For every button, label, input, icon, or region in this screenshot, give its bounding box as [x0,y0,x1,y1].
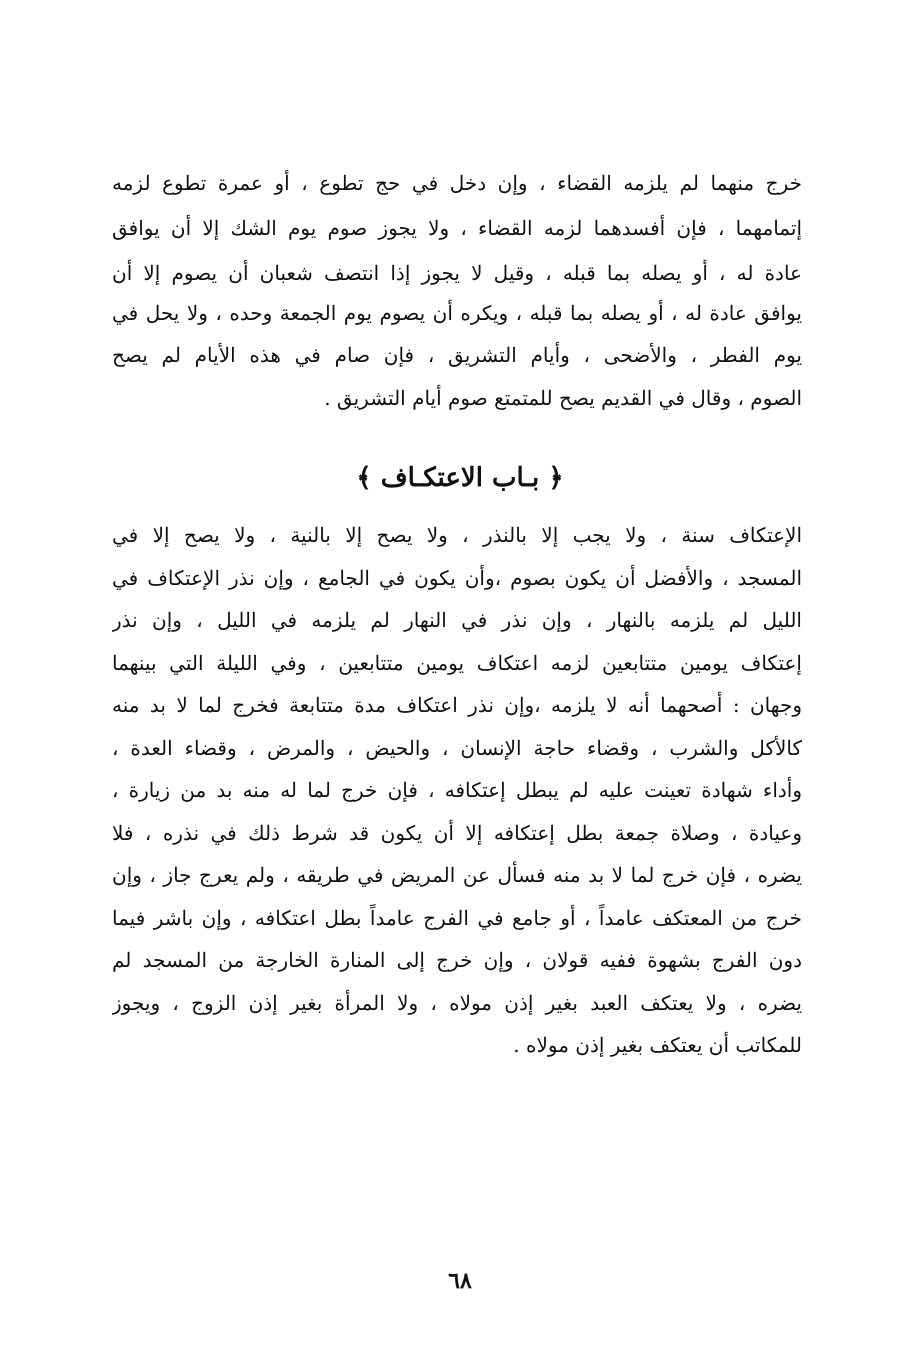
text-line: يضره ، ولا يعتكف العبد بغير إذن مولاه ، ولا المرأة بغير إذن الزوج ، ويجوز [112,991,802,1015]
text-line: عادة له ، أو يصله بما قبله ، وقيل لا يجوز إذا انتصف شعبان أن يصوم إلا أن [112,261,802,285]
text-line: خرج منهما لم يلزمه القضاء ، وإن دخل في حج تطوع ، أو عمرة تطوع لزمه [112,171,802,195]
text-line: يوافق عادة له ، أو يصله بما قبله ، ويكره أن يصوم يوم الجمعة وحده ، ولا يحل في [112,301,802,325]
text-line: وجهان : أصحهما أنه لا يلزمه ،وإن نذر اعتكاف مدة متتابعة فخرج لما لا بد منه [112,693,802,717]
text-line: الصوم ، وقال في القديم يصح للمتمتع صوم أيام التشريق . [324,386,802,410]
text-line: وعيادة ، وصلاة جمعة بطل إعتكافه إلا أن يكون قد شرط ذلك في نذره ، فلا [112,821,802,845]
text-line: إعتكاف يومين متتابعين لزمه اعتكاف يومين متتابعين ، وفي الليلة التي بينهما [112,651,802,675]
chapter-heading: ﴿ بـاب الاعتكـاف ﴾ [356,463,564,493]
text-line: للمكاتب أن يعتكف بغير إذن مولاه . [513,1033,802,1057]
text-line: إتمامهما ، فإن أفسدهما لزمه القضاء ، ولا يجوز صوم يوم الشك إلا أن يوافق [112,216,802,240]
text-line: دون الفرج بشهوة ففيه قولان ، وإن خرج إلى المنارة الخارجة من المسجد لم [112,948,802,972]
text-line: المسجد ، والأفضل أن يكون بصوم ،وأن يكون في الجامع ، وإن نذر الإعتكاف في [112,566,802,590]
text-line: يوم الفطر ، والأضحى ، وأيام التشريق ، فإن صام في هذه الأيام لم يصح [112,343,802,367]
text-line: وأداء شهادة تعينت عليه لم يبطل إعتكافه ، فإن خرج لما له منه بد من زيارة ، [112,778,802,802]
text-line: الليل لم يلزمه بالنهار ، وإن نذر في النهار لم يلزمه في الليل ، وإن نذر [112,608,802,632]
text-line: الإعتكاف سنة ، ولا يجب إلا بالنذر ، ولا يصح إلا بالنية ، ولا يصح إلا في [112,523,802,547]
text-line: خرج من المعتكف عامداً ، أو جامع في الفرج عامداً بطل اعتكافه ، وإن باشر فيما [112,906,802,930]
page-number: ٦٨ [448,1268,472,1294]
text-line: كالأكل والشرب ، وقضاء حاجة الإنسان ، والحيض ، والمرض ، وقضاء العدة ، [112,736,802,760]
text-line: يضره ، فإن خرج لما لا بد منه فسأل عن المريض في طريقه ، ولم يعرج جاز ، وإن [112,863,802,887]
